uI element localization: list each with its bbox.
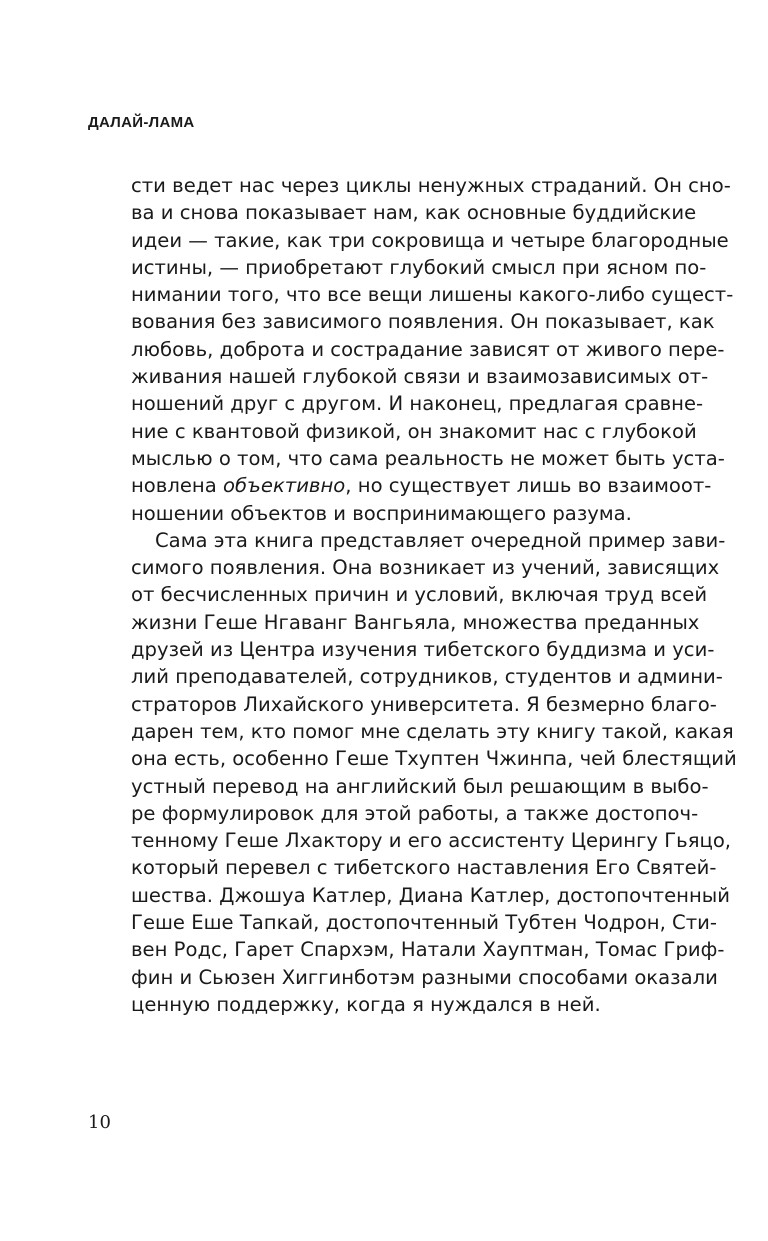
- text-line: ние с квантовой физикой, он знакомит нас с глубокой: [131, 419, 697, 443]
- text-line: сти ведет нас через циклы ненужных страданий. Он сно-: [131, 174, 731, 197]
- text-line: живания нашей глубокой связи и взаимозависимых от-: [131, 365, 709, 389]
- text-line: шества. Джошуа Катлер, Диана Катлер, достопочтенный: [131, 883, 730, 907]
- text-line: фин и Сьюзен Хиггинботэм разными способами оказали: [131, 965, 718, 989]
- text-line: страторов Лихайского университета. Я безмерно благо-: [131, 692, 717, 716]
- text-line: жизни Геше Нгаванг Вангьяла, множества преданных: [131, 610, 700, 634]
- text-line: вен Родс, Гарет Спархэм, Натали Хауптман, Томас Гриф-: [131, 938, 725, 962]
- text-line: любовь, доброта и сострадание зависят от живого пере-: [131, 337, 725, 361]
- text-line: ношении объектов и воспринимающего разума.: [131, 501, 632, 525]
- text-line: тенному Геше Лхактору и его ассистенту Церингу Гьяцо,: [131, 829, 732, 853]
- text-segment: , но существует лишь во взаимоот-: [345, 474, 712, 498]
- text-line: ре формулировок для этой работы, а также достопоч-: [131, 801, 699, 825]
- text-line: мыслью о том, что сама реальность не может быть уста-: [131, 446, 725, 470]
- text-line: истины, — приобретают глубокий смысл при ясном по-: [131, 255, 707, 279]
- text-line: который перевел с тибетского наставления Его Святей-: [131, 856, 717, 880]
- text-line: друзей из Центра изучения тибетского буддизма и уси-: [131, 638, 715, 662]
- text-line: от бесчисленных причин и условий, включая труд всей: [131, 583, 708, 607]
- text-line: Геше Еше Тапкай, достопочтенный Тубтен Чодрон, Сти-: [131, 911, 717, 935]
- text-segment: новлена: [131, 474, 223, 498]
- text-line: она есть, особенно Геше Тхуптен Чжинпа, чей блестящий: [131, 747, 737, 771]
- text-line: Сама эта книга представляет очередной пример зави-: [155, 528, 726, 552]
- text-line: ценную поддержку, когда я нуждался в ней.: [131, 992, 601, 1016]
- text-line: ношений друг с другом. И наконец, предлагая сравне-: [131, 392, 704, 416]
- text-line: симого появления. Она возникает из учений, зависящих: [131, 556, 720, 580]
- text-line: устный перевод на английский был решающим в выбо-: [131, 774, 709, 798]
- text-line-with-italic: [131, 472, 712, 499]
- text-line: нимании того, что все вещи лишены какого-либо сущест-: [131, 283, 734, 307]
- italic-word: объективно: [222, 474, 346, 498]
- text-line: ва и снова показывает нам, как основные буддийские: [131, 201, 697, 225]
- text-line: идеи — такие, как три сокровища и четыре благородные: [131, 228, 729, 252]
- text-line: лий преподавателей, сотрудников, студентов и админи-: [131, 665, 723, 689]
- page-number: 10: [88, 1112, 111, 1133]
- text-line: вования без зависимого появления. Он показывает, как: [131, 310, 715, 334]
- running-head-title: ДАЛАЙ-ЛАМА: [88, 114, 195, 131]
- text-line: дарен тем, кто помог мне сделать эту книгу такой, какая: [131, 719, 734, 743]
- body-text: [131, 172, 737, 1018]
